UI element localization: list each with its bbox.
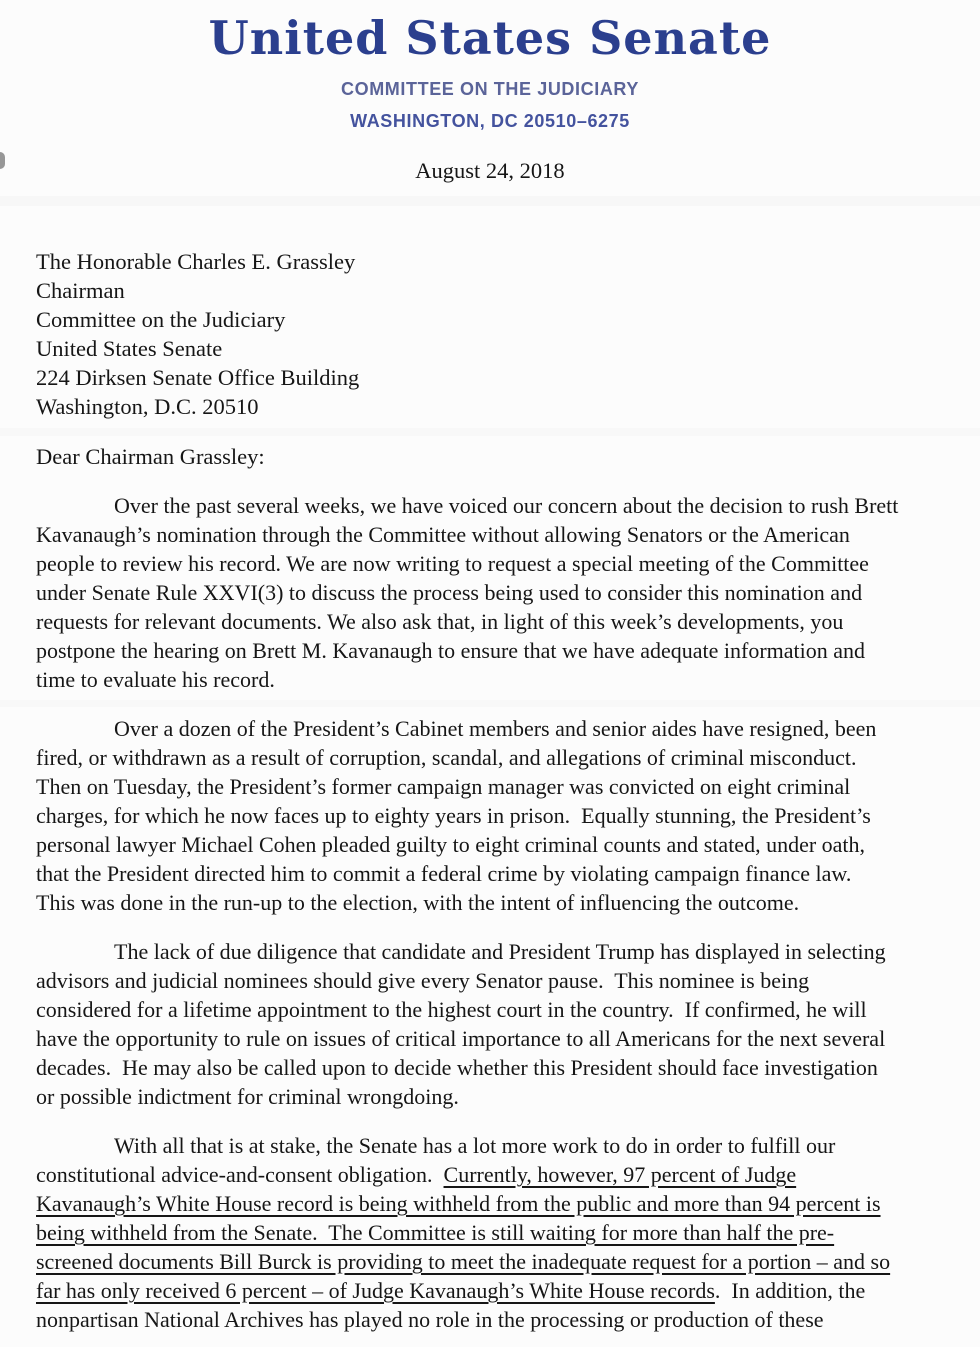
salutation: Dear Chairman Grassley:	[36, 444, 265, 469]
underlined-text: Kavanaugh’s White House record is being withheld from the public and more than 94 percent is	[36, 1191, 881, 1216]
text-segment: personal lawyer Michael Cohen pleaded guilty to eight criminal counts and stated, under oath,	[36, 832, 866, 857]
recipient-line: Washington, D.C. 20510	[36, 394, 259, 419]
recipient-line: Committee on the Judiciary	[36, 307, 286, 332]
recipient-line: 224 Dirksen Senate Office Building	[36, 365, 360, 390]
text-line	[36, 743, 956, 772]
letterhead-city-line: WASHINGTON, DC 20510–6275	[350, 111, 630, 131]
text-line	[36, 1024, 956, 1053]
text-line	[36, 859, 956, 888]
text-line	[36, 830, 956, 859]
recipient-line: The Honorable Charles E. Grassley	[36, 249, 356, 274]
text-line	[36, 1218, 956, 1247]
text-segment: postpone the hearing on Brett M. Kavanaugh to ensure that we have adequate information and	[36, 638, 866, 663]
letterhead-title: United States Senate	[208, 11, 772, 65]
text-segment: time to evaluate his record.	[36, 667, 275, 692]
text-line	[36, 1276, 956, 1305]
text-segment: . In addition, the	[714, 1278, 866, 1303]
text-segment: nonpartisan National Archives has played no role in the processing or production of these	[36, 1307, 824, 1332]
text-line	[36, 1247, 956, 1276]
text-segment: have the opportunity to rule on issues of critical importance to all Americans for the next several	[36, 1026, 886, 1051]
paragraph	[36, 491, 956, 694]
text-line	[36, 491, 956, 520]
text-line	[36, 1053, 956, 1082]
text-line	[36, 966, 956, 995]
text-line	[36, 665, 956, 694]
scan-artifact	[0, 152, 5, 169]
text-line	[36, 995, 956, 1024]
text-segment: Then on Tuesday, the President’s former campaign manager was convicted on eight criminal	[36, 774, 851, 799]
letter-body	[36, 491, 956, 1334]
letter-date: August 24, 2018	[415, 158, 565, 183]
text-line	[36, 636, 956, 665]
paragraph	[36, 714, 956, 917]
text-segment: Over the past several weeks, we have voiced our concern about the decision to rush Brett	[114, 493, 899, 518]
underlined-text: far has only received 6 percent – of Judge Kavanaugh’s White House records	[36, 1278, 715, 1303]
underlined-text: Currently, however, 97 percent of Judge	[443, 1162, 797, 1187]
text-line	[36, 801, 956, 830]
paragraph	[36, 937, 956, 1111]
text-segment: people to review his record. We are now writing to request a special meeting of the Committee	[36, 551, 869, 576]
text-line	[36, 1189, 956, 1218]
recipient-line: United States Senate	[36, 336, 223, 361]
underlined-text: being withheld from the Senate. The Committee is still waiting for more than half the pre-	[36, 1220, 835, 1245]
text-segment: The lack of due diligence that candidate and President Trump has displayed in selecting	[114, 939, 886, 964]
underlined-text: screened documents Bill Burck is providing to meet the inadequate request for a portion – and so	[36, 1249, 891, 1274]
text-segment: requests for relevant documents. We also ask that, in light of this week’s developments, you	[36, 609, 844, 634]
recipient-address-block	[36, 247, 950, 421]
scan-streak	[0, 428, 980, 436]
text-line	[36, 714, 956, 743]
text-segment: considered for a lifetime appointment to the highest court in the country. If confirmed, he will	[36, 997, 867, 1022]
recipient-line: Chairman	[36, 278, 125, 303]
text-segment: charges, for which he now faces up to eighty years in prison. Equally stunning, the President’s	[36, 803, 871, 828]
text-line	[36, 1131, 956, 1160]
text-segment: This was done in the run-up to the election, with the intent of influencing the outcome.	[36, 890, 800, 915]
text-segment: Over a dozen of the President’s Cabinet members and senior aides have resigned, been	[114, 716, 877, 741]
text-segment: constitutional advice-and-consent obligation.	[36, 1162, 444, 1187]
text-line	[36, 549, 956, 578]
text-line	[36, 578, 956, 607]
text-segment: With all that is at stake, the Senate has a lot more work to do in order to fulfill our	[114, 1133, 836, 1158]
text-line	[36, 937, 956, 966]
text-segment: Kavanaugh’s nomination through the Committee without allowing Senators or the American	[36, 522, 850, 547]
text-segment: advisors and judicial nominees should give every Senator pause. This nominee is being	[36, 968, 810, 993]
text-line	[36, 1160, 956, 1189]
text-segment: fired, or withdrawn as a result of corruption, scandal, and allegations of criminal misconduct.	[36, 745, 857, 770]
letterhead	[0, 0, 980, 132]
text-segment: or possible indictment for criminal wrongdoing.	[36, 1084, 459, 1109]
letterhead-committee-line: COMMITTEE ON THE JUDICIARY	[341, 79, 639, 99]
paragraph	[36, 1131, 956, 1334]
text-line	[36, 772, 956, 801]
text-segment: under Senate Rule XXVI(3) to discuss the process being used to consider this nomination and	[36, 580, 863, 605]
scan-streak	[0, 196, 980, 206]
text-line	[36, 888, 956, 917]
text-line	[36, 520, 956, 549]
text-line	[36, 1305, 956, 1334]
text-line	[36, 607, 956, 636]
text-segment: decades. He may also be called upon to decide whether this President should face investigation	[36, 1055, 878, 1080]
text-line	[36, 1082, 956, 1111]
text-segment: that the President directed him to commit a federal crime by violating campaign finance law.	[36, 861, 852, 886]
